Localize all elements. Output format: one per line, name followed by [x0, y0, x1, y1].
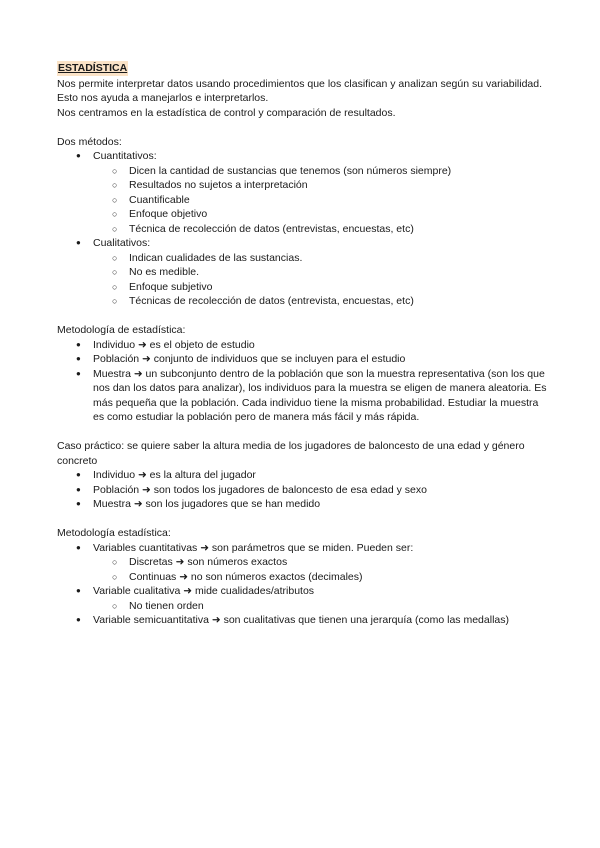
sub-list-item: ○ Resultados no sujetos a interpretación — [57, 178, 547, 193]
caso-heading: Caso práctico: se quiere saber la altura media de los jugadores de baloncesto de una edad y género concreto — [57, 440, 525, 467]
metodos-heading: Dos métodos: — [57, 135, 122, 148]
metodologia1-list — [57, 338, 547, 425]
sub-list — [93, 555, 547, 584]
sub-list-item: ○ No es medible. — [57, 265, 547, 280]
sub-list-item: ○ Enfoque subjetivo — [57, 280, 547, 295]
list-item-label: Cuantitativos: — [93, 150, 157, 162]
list-item-label: Variables cuantitativas ➜ son parámetros que se miden. Pueden ser: — [93, 541, 414, 554]
document-title: ESTADÍSTICA — [58, 62, 128, 74]
sub-list — [93, 251, 547, 309]
list-item-label: Cualitativos: — [93, 237, 151, 249]
list-item: ● Individuo ➜ es el objeto de estudio — [57, 338, 547, 353]
list-item — [57, 613, 547, 628]
metodos-list — [57, 149, 547, 309]
metodologia1-heading: Metodología de estadística: — [57, 324, 186, 336]
sub-list-item: ○ Técnica de recolección de datos (entrevistas, encuestas, etc) — [57, 222, 547, 237]
list-item: ● Muestra ➜ un subconjunto dentro de la población que son la muestra representativa (son los que nos dan los datos para analizar), los individuos para la muestra se eligen de manera aleatoria. Es más pequeña que la población. Cada individuo tiene la misma probabilidad. Estudiar la muestra es como estudiar la población pero de manera más fácil y más rápida. — [57, 367, 547, 425]
list-item — [57, 584, 547, 613]
caso-list — [57, 468, 547, 512]
list-item — [57, 541, 547, 585]
metodologia2-list — [57, 541, 547, 628]
list-item: ● Muestra ➜ son los jugadores que se han medido — [57, 497, 547, 512]
list-item: ● Población ➜ conjunto de individuos que se incluyen para el estudio — [57, 352, 547, 367]
sub-list-item: ○ Discretas ➜ son números exactos — [57, 555, 547, 570]
list-item: ● Población ➜ son todos los jugadores de baloncesto de esa edad y sexo — [57, 483, 547, 498]
intro-paragraph-1: Nos permite interpretar datos usando procedimientos que los clasifican y analizan según su variabilidad. Esto nos ayuda a manejarlos e interpretarlos. — [57, 77, 543, 104]
intro-paragraph-2: Nos centramos en la estadística de control y comparación de resultados. — [57, 106, 396, 119]
sub-list-item: ○ Cuantificable — [57, 193, 547, 208]
sub-list-item: ○ Indican cualidades de las sustancias. — [57, 251, 547, 266]
document-content — [57, 61, 547, 628]
list-item-label: Variable semicuantitativa ➜ son cualitativas que tienen una jerarquía (como las medallas) — [93, 614, 509, 626]
metodologia2-heading: Metodología estadística: — [57, 527, 171, 539]
list-item — [57, 236, 547, 309]
sub-list — [93, 164, 547, 237]
sub-list — [93, 599, 547, 614]
sub-list-item: ○ Técnicas de recolección de datos (entrevista, encuestas, etc) — [57, 294, 547, 309]
list-item-label: Variable cualitativa ➜ mide cualidades/atributos — [93, 585, 315, 597]
sub-list-item: ○ No tienen orden — [57, 599, 547, 614]
sub-list-item: ○ Continuas ➜ no son números exactos (decimales) — [57, 570, 547, 585]
list-item — [57, 149, 547, 236]
sub-list-item: ○ Enfoque objetivo — [57, 207, 547, 222]
sub-list-item: ○ Dicen la cantidad de sustancias que tenemos (son números siempre) — [57, 164, 547, 179]
list-item: ● Individuo ➜ es la altura del jugador — [57, 468, 547, 483]
